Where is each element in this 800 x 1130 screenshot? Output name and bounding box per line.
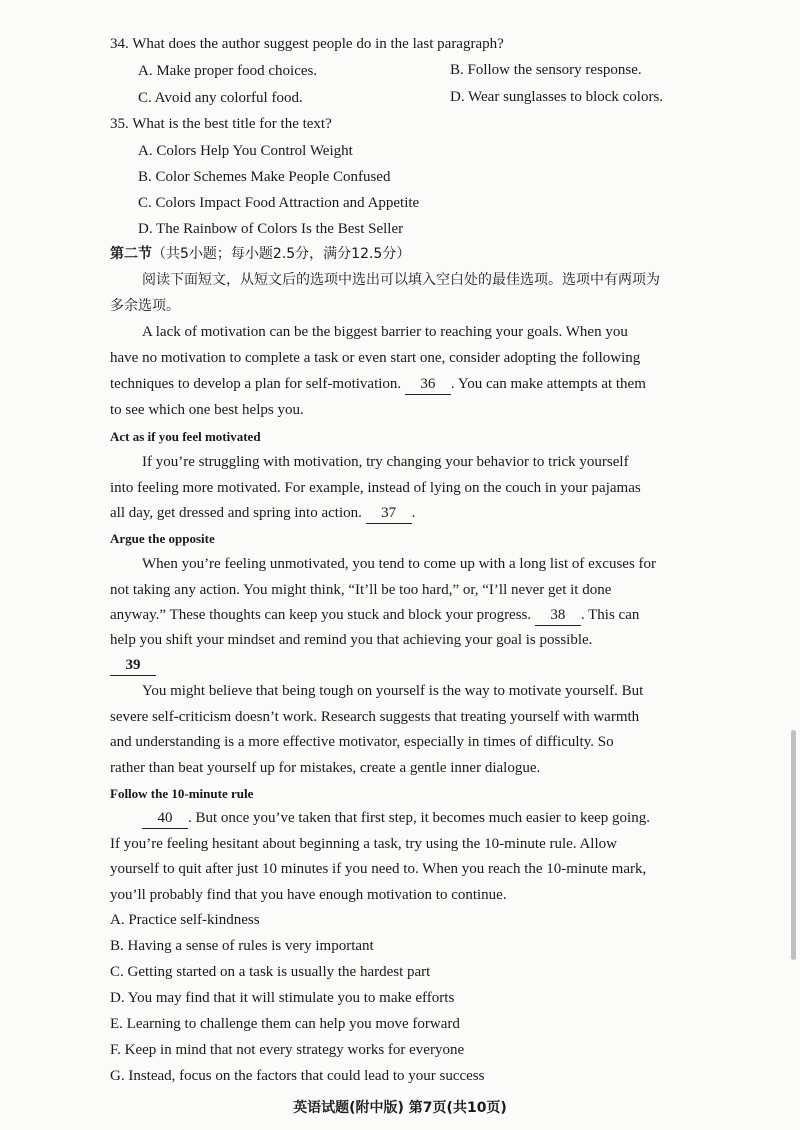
heading-ten-minute-rule: Follow the 10-minute rule (110, 786, 254, 801)
p5-line1 (142, 808, 650, 829)
p2-line2: into feeling more motivated. For example, instead of lying on the couch in your pajamas (110, 480, 641, 496)
option-f: F. Keep in mind that not every strategy works for everyone (110, 1042, 465, 1058)
q34-option-c: C. Avoid any colorful food. (138, 90, 303, 106)
section-instruction-line1: 阅读下面短文，从短文后的选项中选出可以填入空白处的最佳选项。选项中有两项为 (142, 272, 660, 288)
p2-line3-pre: all day, get dressed and spring into action. (110, 505, 362, 521)
p2-line1: If you’re struggling with motivation, try changing your behavior to trick yourself (142, 454, 629, 470)
blank-37: 37 (366, 503, 412, 524)
p5-line1-post: . But once you’ve taken that first step, it becomes much easier to keep going. (188, 810, 650, 826)
section-scoring: （共5小题；每小题2.5分，满分12.5分） (152, 246, 411, 262)
p3-line4: help you shift your mindset and remind you that achieving your goal is possible. (110, 632, 593, 648)
q34-option-a: A. Make proper food choices. (138, 63, 318, 79)
p3-line3 (110, 605, 639, 626)
p3-line3-pre: anyway.” These thoughts can keep you stuck and block your progress. (110, 607, 532, 623)
section-header (110, 244, 410, 264)
scrollbar[interactable] (791, 730, 796, 960)
blank-40: 40 (142, 808, 188, 829)
q34-option-b: B. Follow the sensory response. (450, 62, 642, 78)
p1-line2: have no motivation to complete a task or even start one, consider adopting the following (110, 350, 641, 366)
p4-line2: severe self-criticism doesn’t work. Research suggests that treating yourself with warmth (110, 709, 640, 725)
p5-line2: If you’re feeling hesitant about beginning a task, try using the 10-minute rule. Allow (110, 836, 617, 852)
p3-line3-post: . This can (580, 607, 640, 623)
page-footer: 英语试题(附中版) 第7页(共10页) (293, 1100, 507, 1116)
q35-stem: 35. What is the best title for the text? (110, 116, 332, 132)
p1-line3-pre: techniques to develop a plan for self-motivation. (110, 376, 402, 392)
p4-line3: and understanding is a more effective motivator, especially in times of difficulty. So (110, 734, 614, 750)
q35-option-b: B. Color Schemes Make People Confused (138, 169, 391, 185)
blank-38: 38 (535, 605, 581, 626)
heading-act-as-if: Act as if you feel motivated (110, 429, 261, 444)
p5-line3: yourself to quit after just 10 minutes if you need to. When you reach the 10-minute mark, (110, 861, 647, 877)
p1-line3 (110, 374, 646, 395)
heading-argue-opposite: Argue the opposite (110, 531, 215, 546)
p1-line1: A lack of motivation can be the biggest barrier to reaching your goals. When you (142, 324, 628, 340)
option-d: D. You may find that it will stimulate you to make efforts (110, 990, 455, 1006)
q34-option-d: D. Wear sunglasses to block colors. (450, 89, 664, 105)
option-a: A. Practice self-kindness (110, 912, 260, 928)
option-c: C. Getting started on a task is usually the hardest part (110, 964, 431, 980)
p1-line3-post: . You can make attempts at them (450, 376, 646, 392)
q35-option-d: D. The Rainbow of Colors Is the Best Seller (138, 221, 404, 237)
section-title: 第二节 (110, 246, 152, 262)
p4-line1: You might believe that being tough on yourself is the way to motivate yourself. But (142, 683, 644, 699)
section-instruction-line2: 多余选项。 (110, 298, 180, 314)
heading-blank-39 (110, 655, 156, 676)
option-g: G. Instead, focus on the factors that could lead to your success (110, 1068, 485, 1084)
option-b: B. Having a sense of rules is very important (110, 938, 374, 954)
blank-36: 36 (405, 374, 451, 395)
option-e: E. Learning to challenge them can help you move forward (110, 1016, 460, 1032)
p1-line4: to see which one best helps you. (110, 402, 304, 418)
blank-39: 39 (110, 655, 156, 676)
p2-line3 (110, 503, 415, 524)
p4-line4: rather than beat yourself up for mistakes, create a gentle inner dialogue. (110, 760, 541, 776)
q35-option-c: C. Colors Impact Food Attraction and Appetite (138, 195, 420, 211)
p5-line4: you’ll probably find that you have enough motivation to continue. (110, 887, 507, 903)
p3-line2: not taking any action. You might think, “It’ll be too hard,” or, “I’ll never get it done (110, 582, 612, 598)
p2-line3-post: . (411, 505, 416, 521)
q34-stem: 34. What does the author suggest people do in the last paragraph? (110, 36, 504, 52)
p3-line1: When you’re feeling unmotivated, you tend to come up with a long list of excuses for (142, 556, 657, 572)
q35-option-a: A. Colors Help You Control Weight (138, 143, 353, 159)
